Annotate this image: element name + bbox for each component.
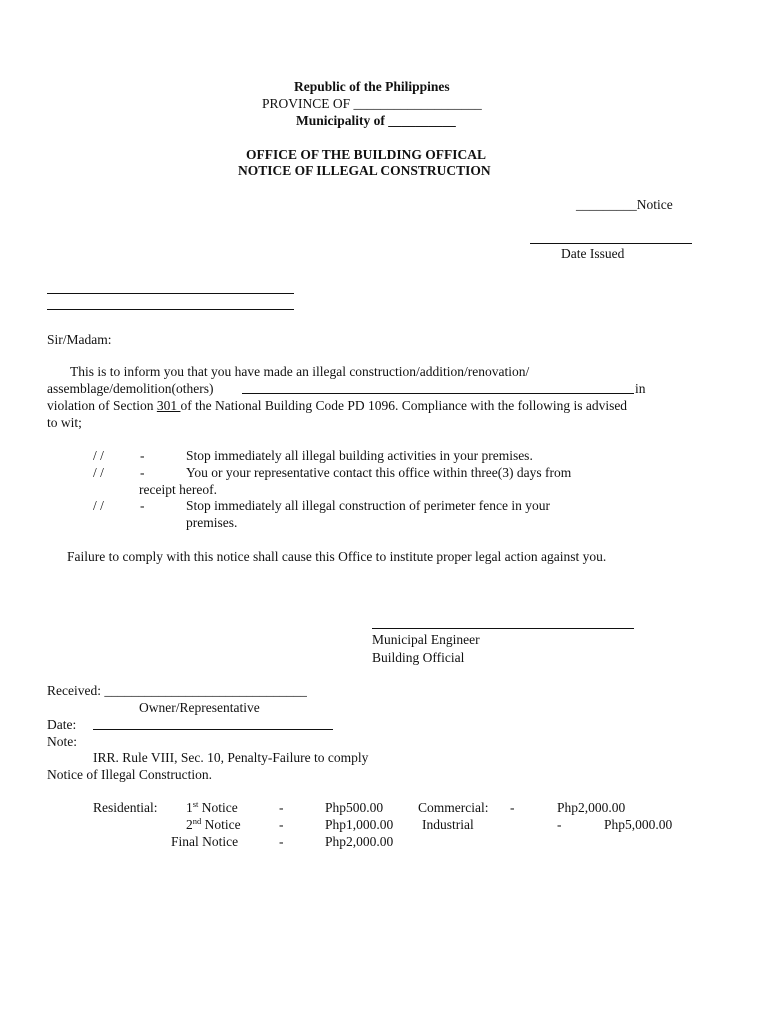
- signatory-title-1: Municipal Engineer: [372, 632, 480, 647]
- date-blank-line: [93, 729, 333, 730]
- first-notice-num: 1: [186, 800, 193, 815]
- first-notice-word: Notice: [201, 800, 238, 815]
- checklist-item-3-line-2: premises.: [186, 515, 238, 530]
- section-number: 301: [156, 398, 181, 413]
- industrial-dash: -: [557, 817, 562, 832]
- body-line-3-end: of the National Building Code PD 1096. Compliance with the following is advised: [180, 398, 628, 413]
- received-label: Received:: [47, 683, 101, 698]
- body-line-1: This is to inform you that you have made an illegal construction/addition/renovation/: [70, 364, 530, 379]
- checklist-item-2-line-1: You or your representative contact this office within three(3) days from: [186, 465, 572, 480]
- body-line-2: [47, 380, 213, 397]
- province-line: PROVINCE OF ___________________: [262, 96, 482, 111]
- signatory-title-2: Building Official: [372, 650, 465, 665]
- others-blank-line: [242, 393, 634, 394]
- checklist-dash-3: -: [140, 498, 145, 513]
- body-line-3: [47, 397, 627, 414]
- second-notice-dash: -: [279, 817, 284, 832]
- first-notice-amount: Php500.00: [325, 800, 384, 815]
- notice-title: NOTICE OF ILLEGAL CONSTRUCTION: [238, 163, 491, 178]
- checklist-item-2-line-2: receipt hereof.: [139, 482, 217, 497]
- body-line-2-start: assemblage/demolition(others): [47, 381, 214, 396]
- addressee-line-1: [47, 293, 294, 294]
- final-notice-dash: -: [279, 834, 284, 849]
- checklist-item-1: Stop immediately all illegal building activities in your premises.: [186, 448, 533, 463]
- second-notice-num: 2: [186, 817, 193, 832]
- municipality-line: Municipality of __________: [296, 113, 456, 128]
- second-notice-word: Notice: [204, 817, 241, 832]
- first-notice-sup: st: [192, 799, 199, 809]
- checkbox-1: / /: [93, 448, 104, 463]
- date-issued-label: Date Issued: [561, 246, 625, 261]
- office-heading: OFFICE OF THE BUILDING OFFICAL: [246, 147, 487, 162]
- commercial-label: Commercial:: [418, 800, 489, 815]
- salutation: Sir/Madam:: [47, 332, 112, 347]
- signature-line: [372, 628, 634, 629]
- penalty-rule-2: Notice of Illegal Construction.: [47, 767, 212, 782]
- residential-label: Residential:: [93, 800, 158, 815]
- checkbox-3: / /: [93, 498, 104, 513]
- notice-number-label: Notice: [636, 197, 673, 212]
- republic-heading: Republic of the Philippines: [294, 79, 450, 94]
- received-blank: ______________________________: [104, 683, 307, 698]
- addressee-line-2: [47, 309, 294, 310]
- checklist-item-3-line-1: Stop immediately all illegal construction of perimeter fence in your: [186, 498, 551, 513]
- first-notice-dash: -: [279, 800, 284, 815]
- notice-number-blank: _________: [576, 197, 637, 212]
- second-notice-label: [186, 816, 241, 833]
- note-label: Note:: [47, 734, 77, 749]
- received-line: [47, 682, 307, 699]
- second-notice-amount: Php1,000.00: [325, 817, 394, 832]
- industrial-amount: Php5,000.00: [604, 817, 673, 832]
- checkbox-2: / /: [93, 465, 104, 480]
- body-line-3-start: violation of Section: [47, 398, 157, 413]
- penalty-rule: IRR. Rule VIII, Sec. 10, Penalty-Failure to comply: [93, 750, 369, 765]
- commercial-amount: Php2,000.00: [557, 800, 626, 815]
- first-notice-label: [186, 799, 238, 816]
- final-notice-amount: Php2,000.00: [325, 834, 394, 849]
- date-issued-line: [530, 243, 692, 244]
- failure-statement: Failure to comply with this notice shall cause this Office to institute proper legal action against you.: [67, 549, 607, 564]
- industrial-label: Industrial: [422, 817, 474, 832]
- commercial-dash: -: [510, 800, 515, 815]
- second-notice-sup: nd: [192, 816, 202, 826]
- final-notice-label: Final Notice: [171, 834, 239, 849]
- checklist-dash-2: -: [140, 465, 145, 480]
- owner-representative-label: Owner/Representative: [139, 700, 260, 715]
- checklist-dash-1: -: [140, 448, 145, 463]
- body-line-2-end: in: [635, 381, 646, 396]
- body-line-4: to wit;: [47, 415, 82, 430]
- notice-number: [576, 196, 673, 213]
- date-label: Date:: [47, 717, 77, 732]
